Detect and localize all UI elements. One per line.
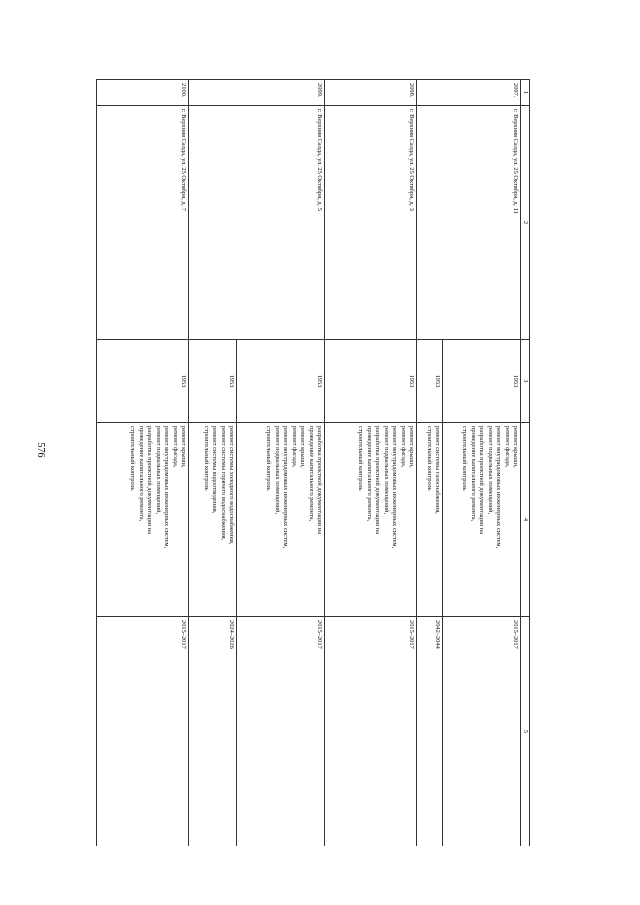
repair-schedule-table	[96, 79, 530, 846]
header-row	[521, 80, 530, 847]
work-item: разработка проектной документации на	[478, 426, 486, 535]
header-col-2: 2	[521, 106, 530, 340]
header-col-3: 3	[521, 340, 530, 423]
construction-year: 1953	[325, 340, 417, 423]
work-item: строительный контроль	[202, 426, 210, 491]
work-item: строительный контроль	[425, 426, 433, 491]
work-item: строительный контроль	[129, 426, 137, 491]
work-item: ремонт системы холодного водоснабжения,	[228, 426, 235, 545]
work-item: проведение капитального ремонта,	[137, 426, 145, 522]
work-item: проведение капитального ремонта,	[469, 426, 477, 522]
work-item: ремонт подвальных помещений,	[486, 426, 494, 515]
record-number: 2097.	[417, 80, 521, 106]
table-row	[97, 80, 189, 847]
work-item: ремонт фасада,	[171, 426, 179, 468]
works-list	[325, 423, 417, 617]
construction-year: 1953	[443, 340, 521, 423]
table-body	[97, 80, 530, 847]
work-item: ремонт крыши,	[299, 426, 307, 468]
repair-period: 2042–2044	[417, 617, 443, 847]
works-list	[237, 423, 325, 617]
record-address: г. Верхняя Салда, ул. 25 Октября, д. 3	[325, 106, 417, 340]
repair-period: 2015–2017	[443, 617, 521, 847]
work-item: строительный контроль	[265, 426, 273, 491]
table-row	[443, 80, 521, 847]
header-col-5: 5	[521, 617, 530, 847]
record-address: г. Верхняя Салда, ул. 25 Октября, д. 5	[189, 106, 325, 340]
construction-year: 1953	[189, 340, 237, 423]
work-item: проведение капитального ремонта,	[365, 426, 373, 522]
work-item: строительный контроль	[461, 426, 469, 491]
repair-period: 2015–2017	[237, 617, 325, 847]
record-number: 2098.	[325, 80, 417, 106]
work-item: строительный контроль	[357, 426, 365, 491]
work-item: разработка проектной документации на	[316, 426, 323, 535]
page-number: 576	[35, 442, 46, 458]
work-item: проведение капитального ремонта,	[307, 426, 315, 522]
work-item: ремонт крыши,	[180, 426, 187, 468]
construction-year: 1953	[417, 340, 443, 423]
works-list	[189, 423, 237, 617]
table-row	[325, 80, 417, 847]
work-item: ремонт подвальных помещений,	[154, 426, 162, 515]
record-number: 2099.	[189, 80, 325, 106]
table-row	[237, 80, 325, 847]
works-list	[443, 423, 521, 617]
repair-period: 2015–2017	[325, 617, 417, 847]
construction-year: 1953	[237, 340, 325, 423]
work-item: ремонт фасада,	[290, 426, 298, 468]
work-item: ремонт подвальных помещений,	[273, 426, 281, 515]
work-item: ремонт внутридомовых инженерных систем,	[163, 426, 171, 549]
header-col-4: 4	[521, 423, 530, 617]
repair-period: 2015–2017	[97, 617, 189, 847]
work-item: разработка проектной документации на	[146, 426, 154, 535]
work-item: ремонт крыши,	[512, 426, 519, 468]
work-item: ремонт подвальных помещений,	[382, 426, 390, 515]
works-list	[417, 423, 443, 617]
record-number: 2100.	[97, 80, 189, 106]
work-item: ремонт фасада,	[503, 426, 511, 468]
record-address: г. Верхняя Салда, ул. 25 Октября, д. 7	[97, 106, 189, 340]
table-container	[82, 79, 530, 846]
work-item: ремонт внутридомовых инженерных систем,	[495, 426, 503, 549]
works-list	[97, 423, 189, 617]
work-item: ремонт фасада,	[399, 426, 407, 468]
work-item: ремонт крыши,	[408, 426, 415, 468]
repair-period: 2024–2026	[189, 617, 237, 847]
work-item: ремонт системы газоснабжения,	[434, 426, 441, 514]
work-item: ремонт внутридомовых инженерных систем,	[282, 426, 290, 549]
work-item: ремонт системы горячего водоснабжения,	[219, 426, 227, 541]
rotated-table-area	[82, 79, 530, 846]
construction-year: 1953	[97, 340, 189, 423]
work-item: ремонт внутридомовых инженерных систем,	[391, 426, 399, 549]
header-col-1: 1	[521, 80, 530, 106]
record-address: г. Верхняя Салда, ул. 25 Октября, д. 11	[417, 106, 521, 340]
work-item: ремонт системы водоотведения,	[211, 426, 219, 514]
work-item: разработка проектной документации на	[374, 426, 382, 535]
